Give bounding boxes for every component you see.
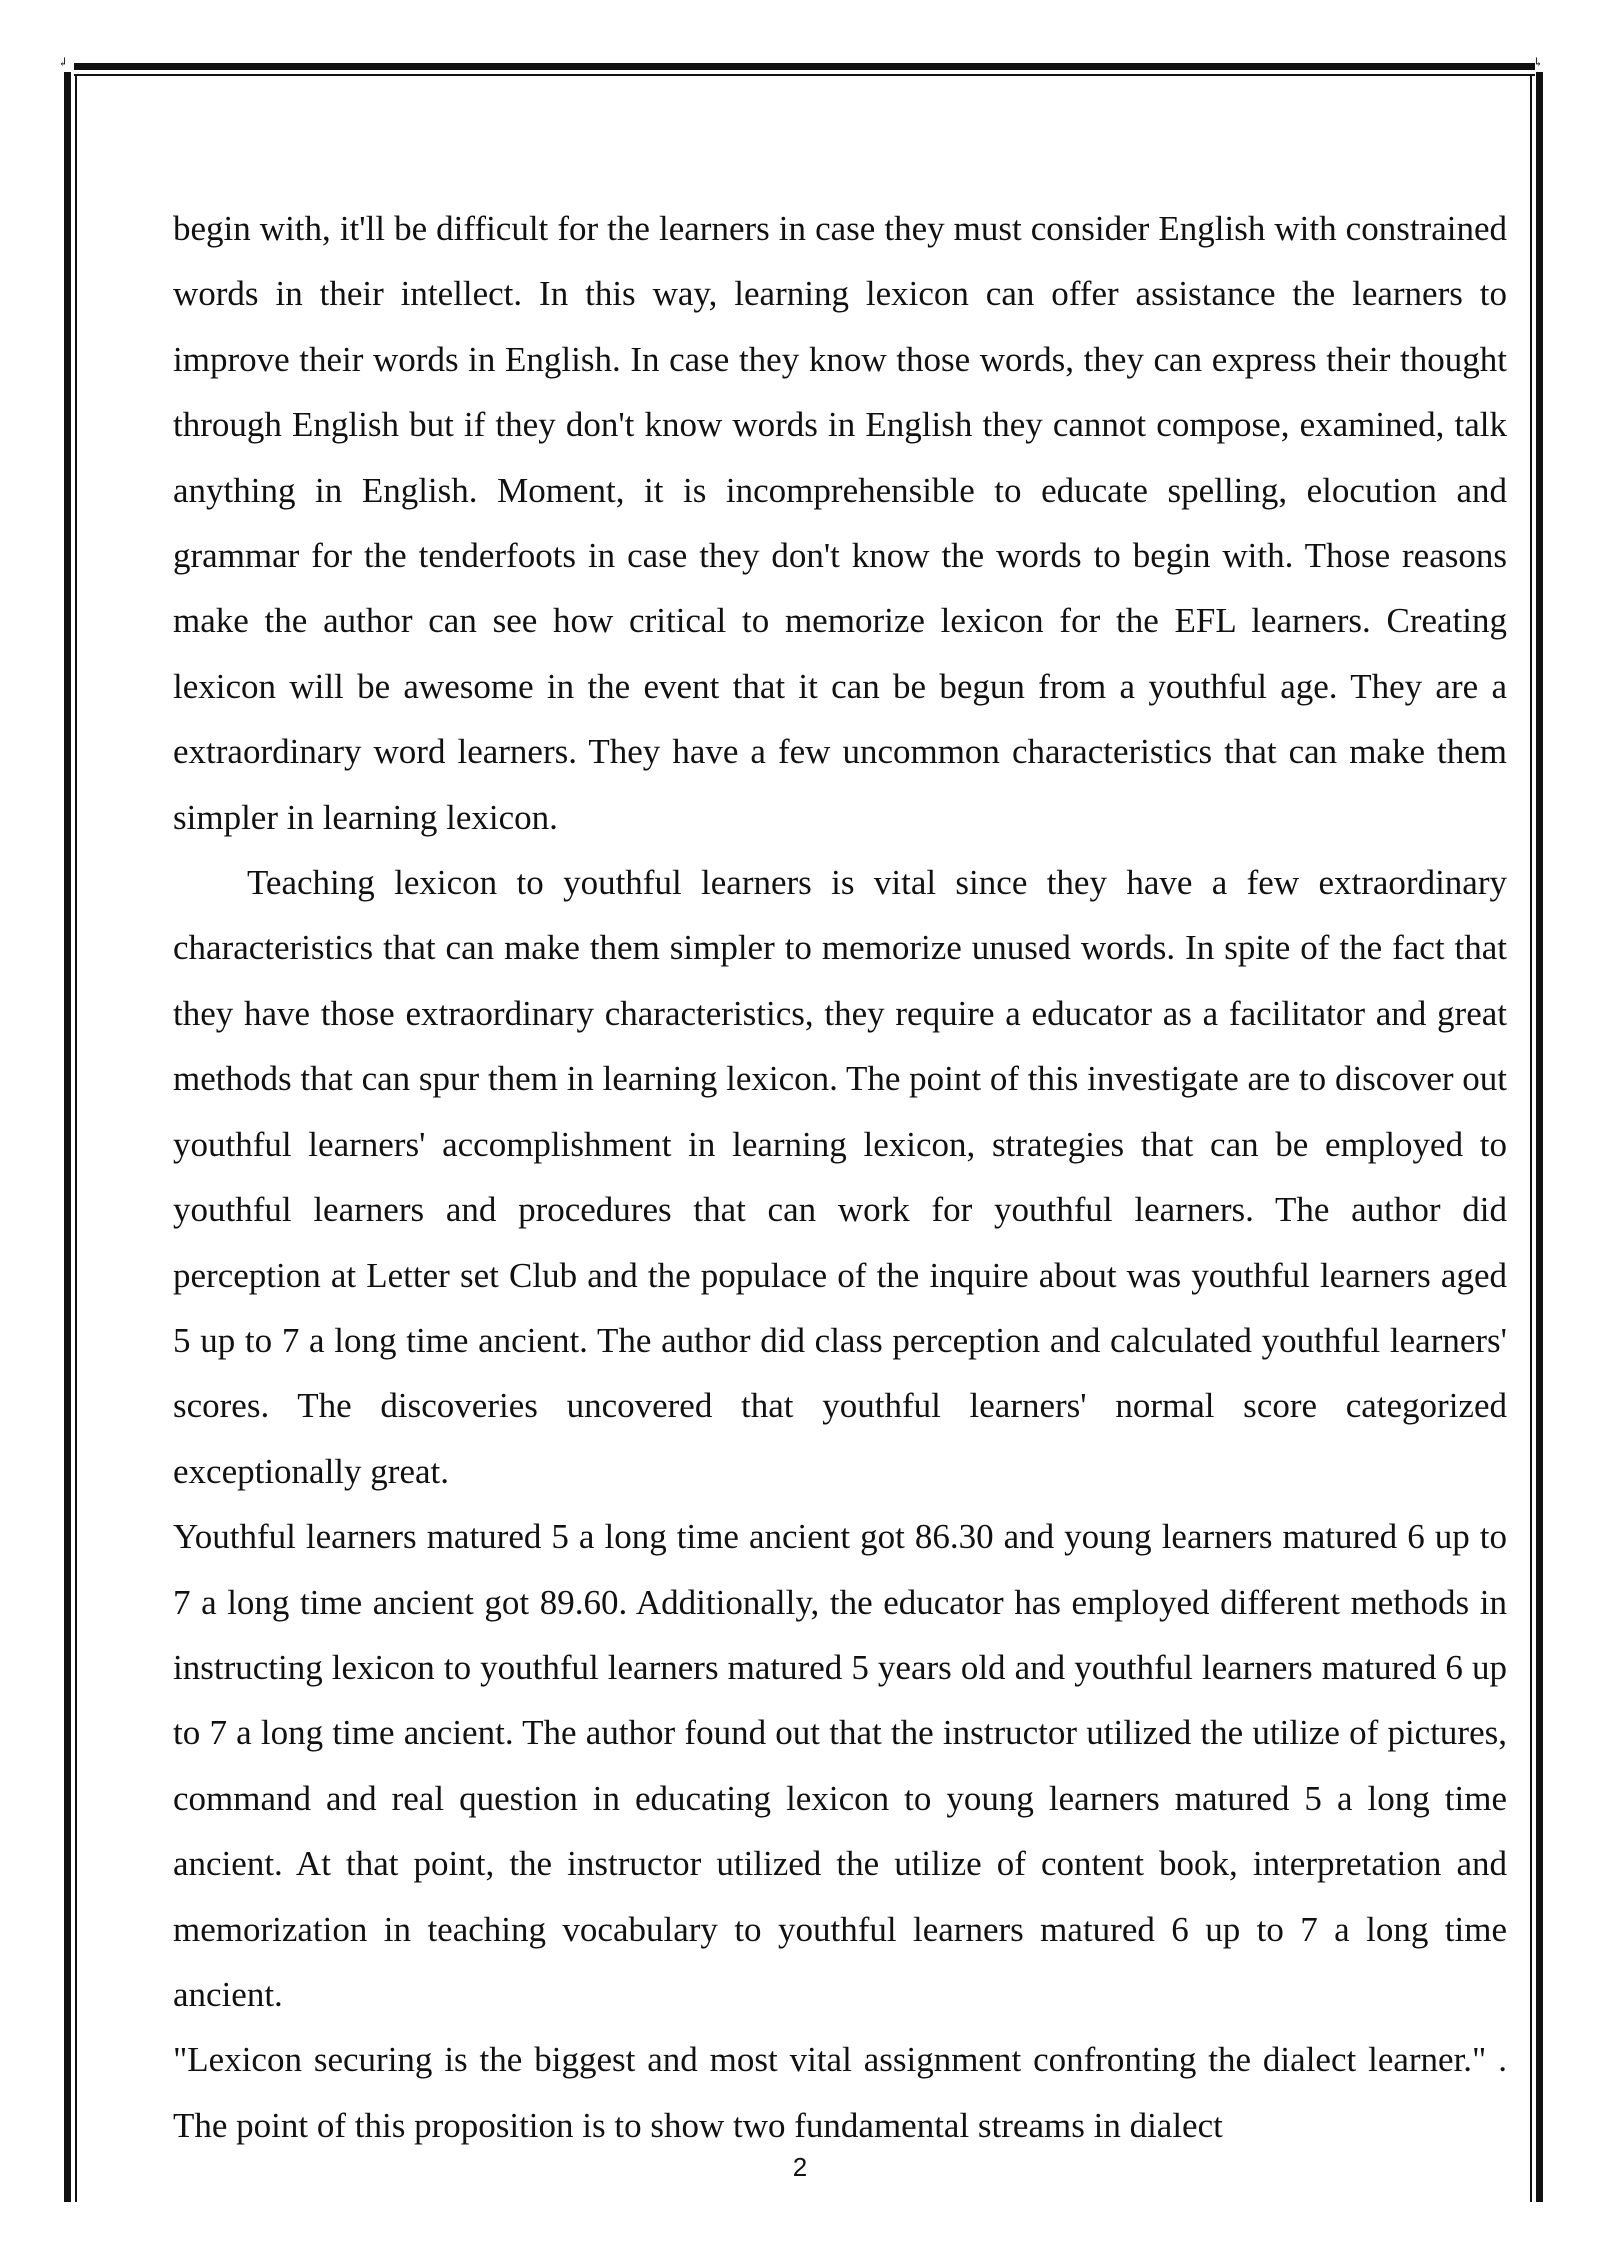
page-number: 2: [792, 2152, 808, 2182]
document-body: [173, 196, 1507, 2158]
paragraph-1: begin with, it'll be difficult for the learners in case they must consider English with constrained words in their intellect. In this way, learning lexicon can offer assistance the learners to improve their words in English. In case they know those words, they can express their thought through English but if they don't know words in English they cannot compose, examined, talk anything in English. Moment, it is incomprehensible to educate spelling, elocution and grammar for the tenderfoots in case they don't know the words to begin with. Those reasons make the author can see how critical to memorize lexicon for the EFL learners. Creating lexicon will be awesome in the event that it can be begun from a youthful age. They are a extraordinary word learners. They have a few uncommon characteristics that can make them simpler in learning lexicon.: [173, 209, 1507, 837]
page-border-top: [74, 63, 1535, 70]
page-border-right-inner: [1530, 76, 1532, 2202]
page-border-left: [64, 72, 71, 2202]
page-border-left-inner: [75, 76, 77, 2202]
page-border-right: [1536, 72, 1543, 2202]
page-border-top-inner: [74, 74, 1535, 76]
paragraph-3: Youthful learners matured 5 a long time ancient got 86.30 and young learners matured 6 up to 7 a long time ancient got 89.60. Additionally, the educator has employed different methods in instructing lexicon to youthful learners matured 5 years old and youthful learners matured 6 up to 7 a long time ancient. The author found out that the instructor utilized the utilize of pictures, command and real question in educating lexicon to young learners matured 5 a long time ancient. At that point, the instructor utilized the utilize of content book, interpretation and memorization in teaching vocabulary to youthful learners matured 6 up to 7 a long time ancient.: [173, 1517, 1507, 2014]
corner-mark-right: ↳: [1533, 55, 1544, 69]
paragraph-4: "Lexicon securing is the biggest and most vital assignment confronting the dialect learner." . The point of this proposition is to show two fundamental streams in dialect: [173, 2040, 1507, 2145]
paragraph-2: Teaching lexicon to youthful learners is vital since they have a few extraordinary characteristics that can make them simpler to memorize unused words. In spite of the fact that they have those extraordinary characteristics, they require a educator as a facilitator and great methods that can spur them in learning lexicon. The point of this investigate are to discover out youthful learners' accomplishment in learning lexicon, strategies that can be employed to youthful learners and procedures that can work for youthful learners. The author did perception at Letter set Club and the populace of the inquire about was youthful learners aged 5 up to 7 a long time ancient. The author did class perception and calculated youthful learners' scores. The discoveries uncovered that youthful learners' normal score categorized exceptionally great.: [173, 863, 1507, 1491]
corner-mark-left: ↲: [58, 55, 69, 69]
